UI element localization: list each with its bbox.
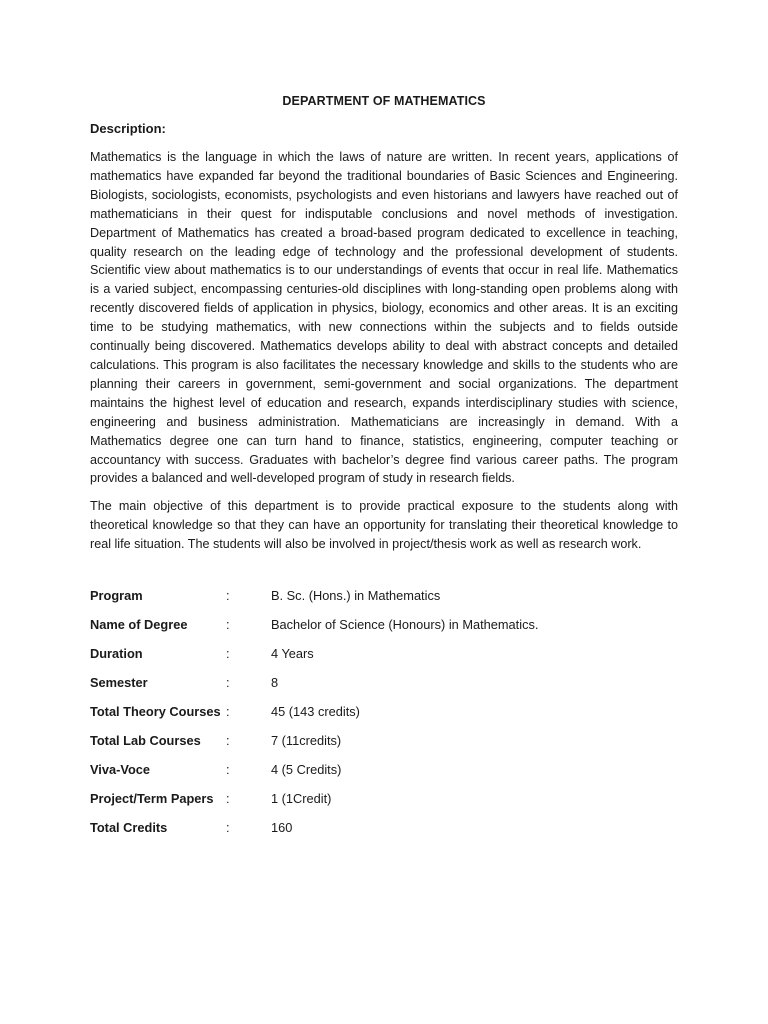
document-page [90, 94, 678, 849]
detail-separator: : [226, 588, 230, 604]
detail-value: 4 (5 Credits) [271, 762, 342, 778]
detail-label: Project/Term Papers [90, 791, 214, 807]
detail-row-total-lab-courses [90, 733, 678, 762]
detail-separator: : [226, 733, 230, 749]
objective-paragraph: The main objective of this department is to provide practical exposure to the students along with theoretical knowledge so that they can have an opportunity for translating their theoretical knowledge to real life situation. The students will also be involved in project/thesis work as well as research work. [90, 499, 678, 552]
detail-separator: : [226, 762, 230, 778]
detail-row-project-term-papers [90, 791, 678, 820]
detail-label: Duration [90, 646, 143, 662]
detail-label: Total Lab Courses [90, 733, 201, 749]
detail-value: B. Sc. (Hons.) in Mathematics [271, 588, 441, 604]
detail-separator: : [226, 675, 230, 691]
detail-separator: : [226, 791, 230, 807]
detail-label: Semester [90, 675, 148, 691]
detail-row-program [90, 588, 678, 617]
detail-row-semester [90, 675, 678, 704]
detail-separator: : [226, 646, 230, 662]
detail-value: 1 (1Credit) [271, 791, 332, 807]
detail-row-total-credits [90, 820, 678, 849]
detail-value: 45 (143 credits) [271, 704, 360, 720]
detail-separator: : [226, 820, 230, 836]
detail-label: Program [90, 588, 143, 604]
detail-row-viva-voce [90, 762, 678, 791]
description-paragraph: Mathematics is the language in which the laws of nature are written. In recent years, applications of mathematics have expanded far beyond the traditional boundaries of Basic Sciences and Engineering. Biologists, sociologists, economists, psychologists and even historians and lawyers have reached out of mathematicians in their quest for indisputable conclusions and novel methods of investigation. Department of Mathematics has created a broad-based program dedicated to excellence in teaching, quality research on the leading edge of technology and the professional development of students. Scientific view about mathematics is to our understandings of events that occur in real life. Mathematics is a varied subject, encompassing centuries-old disciplines with long-standing open problems along with recently discovered fields of application in physics, biology, economics and other areas. It is an exciting time to be studying mathematics, with new connections within the subjects and to fields outside continually being discovered. Mathematics develops ability to deal with abstract concepts and detailed calculations. This program is also facilitates the necessary knowledge and skills to the students who are planning their careers in government, semi-government and social organizations. The department maintains the highest level of education and research, expands interdisciplinary studies with science, engineering and business administration. Mathematicians are increasingly in demand. With a Mathematics degree one can turn hand to finance, statistics, engineering, computer teaching or accountancy with success. Graduates with bachelor’s degree find various career paths. The program provides a balanced and well-developed program of study in research fields. [90, 150, 678, 486]
detail-value: 8 [271, 675, 279, 691]
detail-separator: : [226, 617, 230, 633]
detail-label: Viva-Voce [90, 762, 150, 778]
detail-row-name-of-degree [90, 617, 678, 646]
detail-row-total-theory-courses [90, 704, 678, 733]
description-heading: Description: [90, 121, 166, 136]
detail-label: Name of Degree [90, 617, 188, 633]
detail-row-duration [90, 646, 678, 675]
detail-label: Total Credits [90, 820, 168, 836]
program-details-list [90, 588, 678, 849]
detail-value: Bachelor of Science (Honours) in Mathematics. [271, 617, 539, 633]
detail-value: 7 (11credits) [271, 733, 342, 749]
detail-value: 160 [271, 820, 293, 836]
detail-label: Total Theory Courses [90, 704, 221, 720]
page-title: DEPARTMENT OF MATHEMATICS [282, 94, 486, 108]
detail-separator: : [226, 704, 230, 720]
detail-value: 4 Years [271, 646, 314, 662]
